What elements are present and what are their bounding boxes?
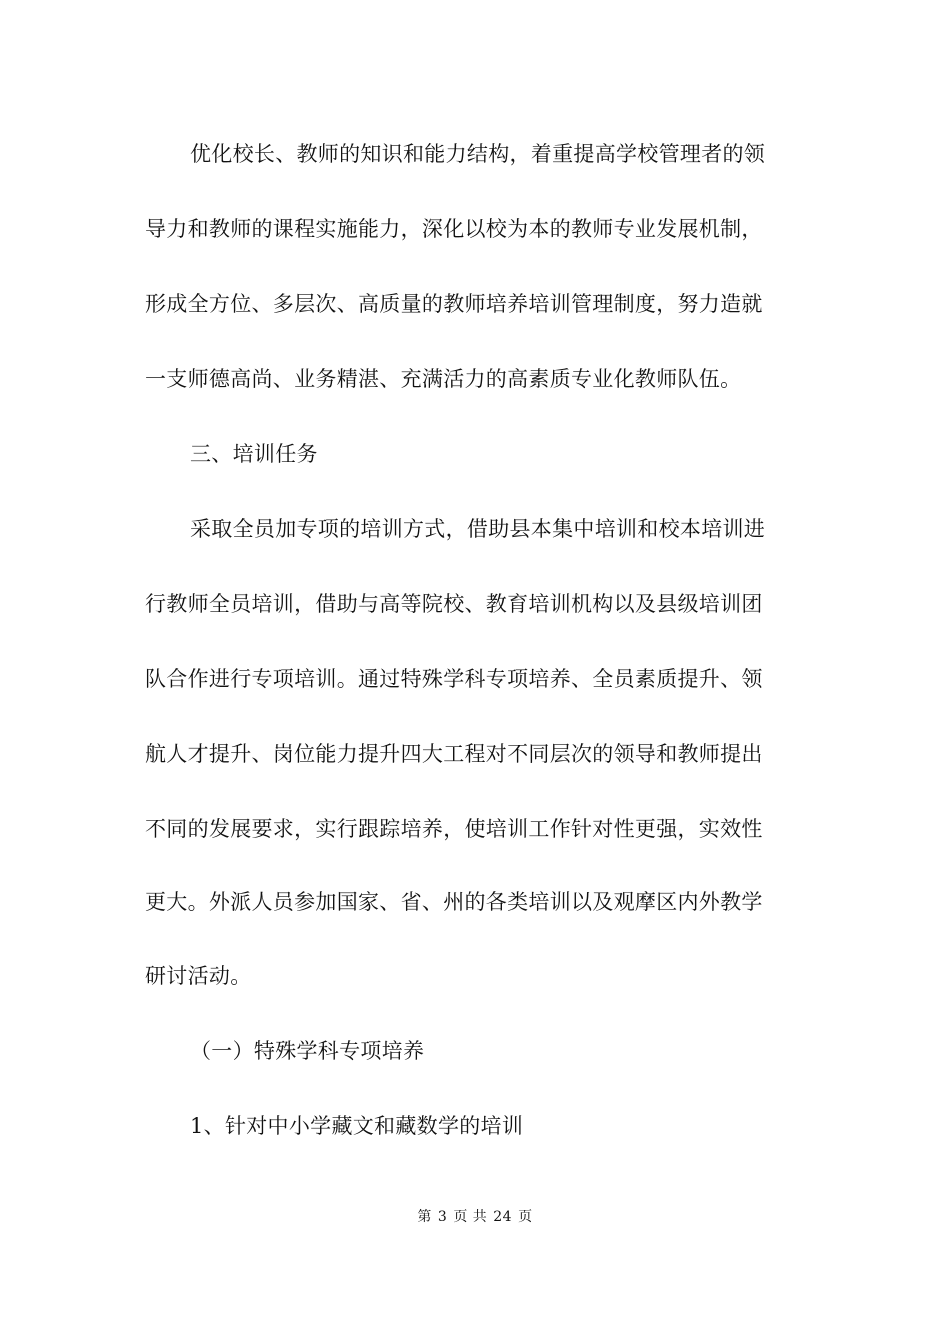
list-item-heading: 1、针对中小学藏文和藏数学的培训 (190, 1114, 524, 1138)
paragraph-line: 形成全方位、多层次、高质量的教师培养培训管理制度，努力造就 (145, 292, 763, 316)
subsection-heading: （一）特殊学科专项培养 (190, 1039, 425, 1063)
paragraph-line: 一支师德高尚、业务精湛、充满活力的高素质专业化教师队伍。 (145, 367, 742, 391)
total-pages-number: 24 (493, 1209, 513, 1225)
paragraph-line: 优化校长、教师的知识和能力结构，着重提高学校管理者的领 (190, 142, 766, 166)
paragraph-line: 采取全员加专项的培训方式，借助县本集中培训和校本培训进 (190, 517, 766, 541)
section-heading: 三、培训任务 (190, 442, 318, 466)
current-page-number: 3 (437, 1209, 448, 1225)
paragraph-line: 更大。外派人员参加国家、省、州的各类培训以及观摩区内外教学 (145, 890, 763, 914)
page-footer (0, 1208, 950, 1226)
page-label-prefix: 第 (417, 1209, 432, 1225)
paragraph-line: 行教师全员培训，借助与高等院校、教育培训机构以及县级培训团 (145, 592, 763, 616)
page-label-mid: 页 共 (453, 1209, 488, 1225)
paragraph-line: 研讨活动。 (145, 964, 252, 988)
paragraph-line: 航人才提升、岗位能力提升四大工程对不同层次的领导和教师提出 (145, 742, 763, 766)
paragraph-line: 不同的发展要求，实行跟踪培养，使培训工作针对性更强，实效性 (145, 817, 763, 841)
paragraph-line: 导力和教师的课程实施能力，深化以校为本的教师专业发展机制， (145, 217, 763, 241)
paragraph-line: 队合作进行专项培训。通过特殊学科专项培养、全员素质提升、领 (145, 667, 763, 691)
page-label-suffix: 页 (518, 1209, 533, 1225)
